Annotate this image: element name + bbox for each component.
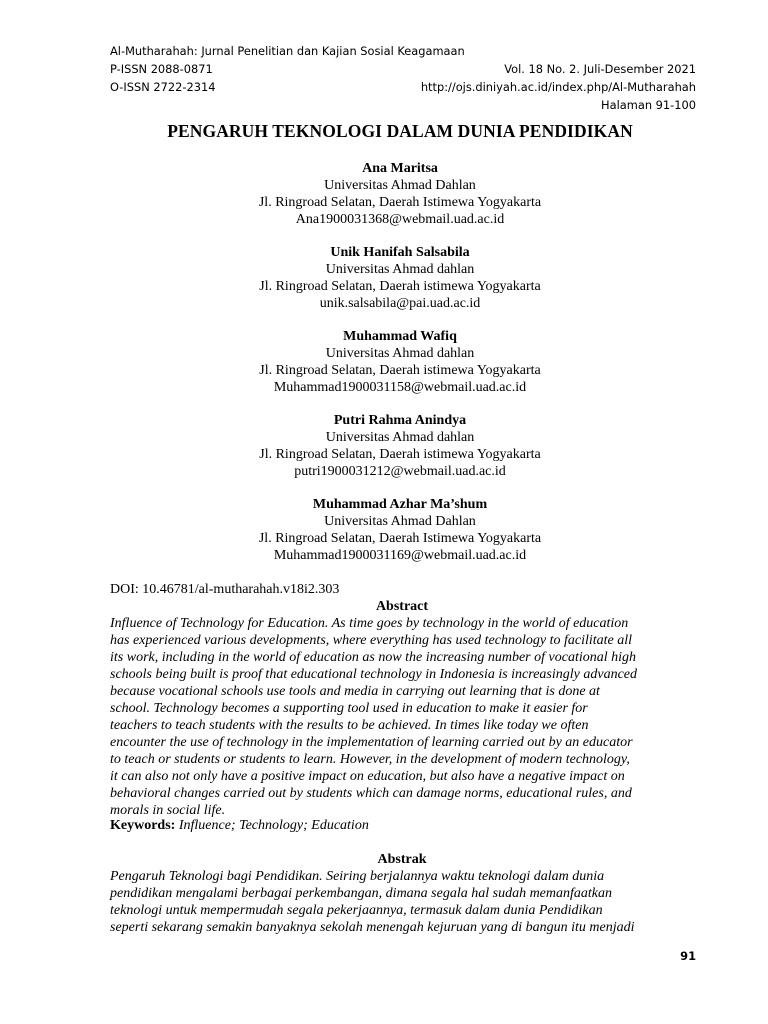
header-row-4 [110,96,696,114]
header-row-1 [110,42,696,60]
journal-name: Al-Mutharahah: Jurnal Penelitian dan Kajian Sosial Keagamaan [110,44,465,58]
abstrak-text [110,868,694,936]
header-row-3 [110,78,696,96]
author-name: Ana Maritsa [362,161,438,176]
author-email[interactable]: putri1900031212@webmail.uad.ac.id [294,464,506,479]
author-address: Jl. Ringroad Selatan, Daerah istimewa Yogyakarta [259,363,541,378]
author-address: Jl. Ringroad Selatan, Daerah istimewa Yogyakarta [259,447,541,462]
author-address: Jl. Ringroad Selatan, Daerah istimewa Yogyakarta [259,279,541,294]
abstract-line: because vocational schools use tools and media in carrying out learning that is done at [110,684,600,699]
author-block [0,412,768,480]
author-name: Putri Rahma Anindya [333,413,467,428]
abstract-line: its work, including in the world of education as now the increasing number of vocational high [110,650,636,665]
author-name: Muhammad Wafiq [343,329,457,344]
abstract-line: schools being built is proof that educational technology in Indonesia is increasingly advanced [110,667,637,682]
abstract-heading: Abstract [375,599,429,614]
abstrak-line: pendidikan mengalami berbagai perkembangan, dimana segala hal sudah memanfaatkan [110,886,612,901]
page-number: 91 [680,949,696,963]
journal-url[interactable]: http://ojs.diniyah.ac.id/index.php/Al-Mutharahah [420,80,696,94]
abstrak-line: Pengaruh Teknologi bagi Pendidikan. Seiring berjalannya waktu teknologi dalam dunia [110,869,605,884]
print-issn: P-ISSN 2088-0871 [110,62,213,76]
author-affiliation: Universitas Ahmad dahlan [325,430,475,445]
author-affiliation: Universitas Ahmad Dahlan [324,514,476,529]
author-affiliation: Universitas Ahmad dahlan [325,346,475,361]
abstrak-line: teknologi untuk mempermudah segala pekerjaannya, termasuk dalam dunia Pendidikan [110,903,603,918]
abstrak-line: seperti sekarang semakin banyaknya sekolah menengah kejuruan yang di bangun itu menjadi [110,920,635,935]
keywords-line [110,817,694,834]
keywords-label: Keywords: [110,818,176,833]
abstract-line: behavioral changes carried out by students which can damage norms, educational rules, and [110,786,632,801]
keywords-text: Influence; Technology; Education [178,818,369,833]
author-block [0,160,768,228]
journal-header [110,42,696,114]
abstract-line: morals in social life. [110,803,226,818]
abstract-text [110,615,694,819]
author-list [0,160,768,580]
author-address: Jl. Ringroad Selatan, Daerah Istimewa Yogyakarta [258,195,542,210]
author-address: Jl. Ringroad Selatan, Daerah Istimewa Yogyakarta [258,531,542,546]
abstract-line: to teach or students or students to learn. However, in the development of modern technology, [110,752,630,767]
author-block [0,328,768,396]
abstract-line: it can also not only have a positive impact on education, but also have a negative impact on [110,769,625,784]
author-email[interactable]: Muhammad1900031169@webmail.uad.ac.id [273,548,527,563]
author-block [0,244,768,312]
page-range: Halaman 91-100 [601,98,696,112]
author-name: Muhammad Azhar Ma’shum [312,497,488,512]
online-issn: O-ISSN 2722-2314 [110,80,216,94]
abstrak-heading: Abstrak [377,852,427,867]
abstract-line: teachers to teach students with the results to be achieved. In times like today we often [110,718,589,733]
author-email[interactable]: Ana1900031368@webmail.uad.ac.id [295,212,505,227]
author-block [0,496,768,564]
author-affiliation: Universitas Ahmad dahlan [325,262,475,277]
header-row-2 [110,60,696,78]
author-name: Unik Hanifah Salsabila [330,245,470,260]
abstract-line: school. Technology becomes a supporting tool used in education to make it easier for [110,701,588,716]
abstract-line: has experienced various developments, where everything has used technology to facilitate all [110,633,633,648]
paper-title: PENGARUH TEKNOLOGI DALAM DUNIA PENDIDIKAN [167,121,633,141]
author-email[interactable]: unik.salsabila@pai.uad.ac.id [319,296,481,311]
doi-line[interactable]: DOI: 10.46781/al-mutharahah.v18i2.303 [110,582,340,597]
author-affiliation: Universitas Ahmad Dahlan [324,178,476,193]
volume-info: Vol. 18 No. 2. Juli-Desember 2021 [504,62,696,76]
abstract-line: encounter the use of technology in the implementation of learning carried out by an educator [110,735,633,750]
author-email[interactable]: Muhammad1900031158@webmail.uad.ac.id [273,380,527,395]
abstract-line: Influence of Technology for Education. As time goes by technology in the world of education [110,616,629,631]
